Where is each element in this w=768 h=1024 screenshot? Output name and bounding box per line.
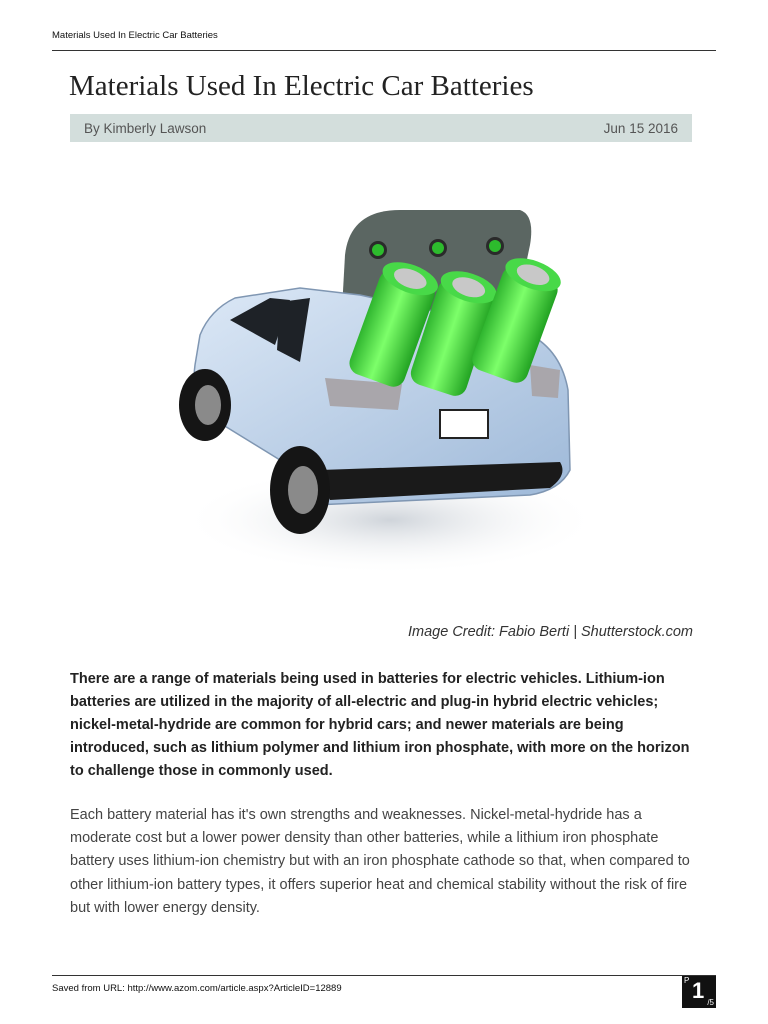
image-credit-caption: Image Credit: Fabio Berti | Shutterstock.com <box>407 624 693 640</box>
author-byline: By Kimberly Lawson <box>84 120 207 136</box>
page-prefix: P <box>684 976 690 985</box>
lead-paragraph: There are a range of materials being used in batteries for electric vehicles. Lithium-ion batteries are utilized in the majority of all-electric and plug-in hybrid electric vehicles; nickel-metal-hydride are common for hybrid cars; and newer materials are being introduced, such as lithium polymer and lithium iron phosphate, with more on the horizon to challenge those in commonly used. <box>70 671 690 779</box>
running-header-title: Materials Used In Electric Car Batteries <box>52 30 716 51</box>
byline-bar <box>70 114 692 142</box>
article-title: Materials Used In Electric Car Batteries <box>69 70 534 102</box>
page-number-badge <box>682 976 716 1008</box>
hero-image-car-batteries <box>140 170 630 610</box>
publish-date: Jun 15 2016 <box>603 120 678 136</box>
body-paragraph: Each battery material has it's own strengths and weaknesses. Nickel-metal-hydride has a moderate cost but a lower power density than other batteries, while a lithium iron phosphate battery uses lithium-ion chemistry but with an iron phosphate cathode so that, when compared to other lithium-ion battery types, it offers superior heat and chemical stability without the risk of fire but with lower energy density. <box>70 807 690 916</box>
saved-from-url: Saved from URL: http://www.azom.com/article.aspx?ArticleID=12889 <box>52 983 342 994</box>
footer-divider <box>52 975 716 976</box>
page-number: 1 <box>692 978 705 1003</box>
page-total: /5 <box>707 998 714 1007</box>
